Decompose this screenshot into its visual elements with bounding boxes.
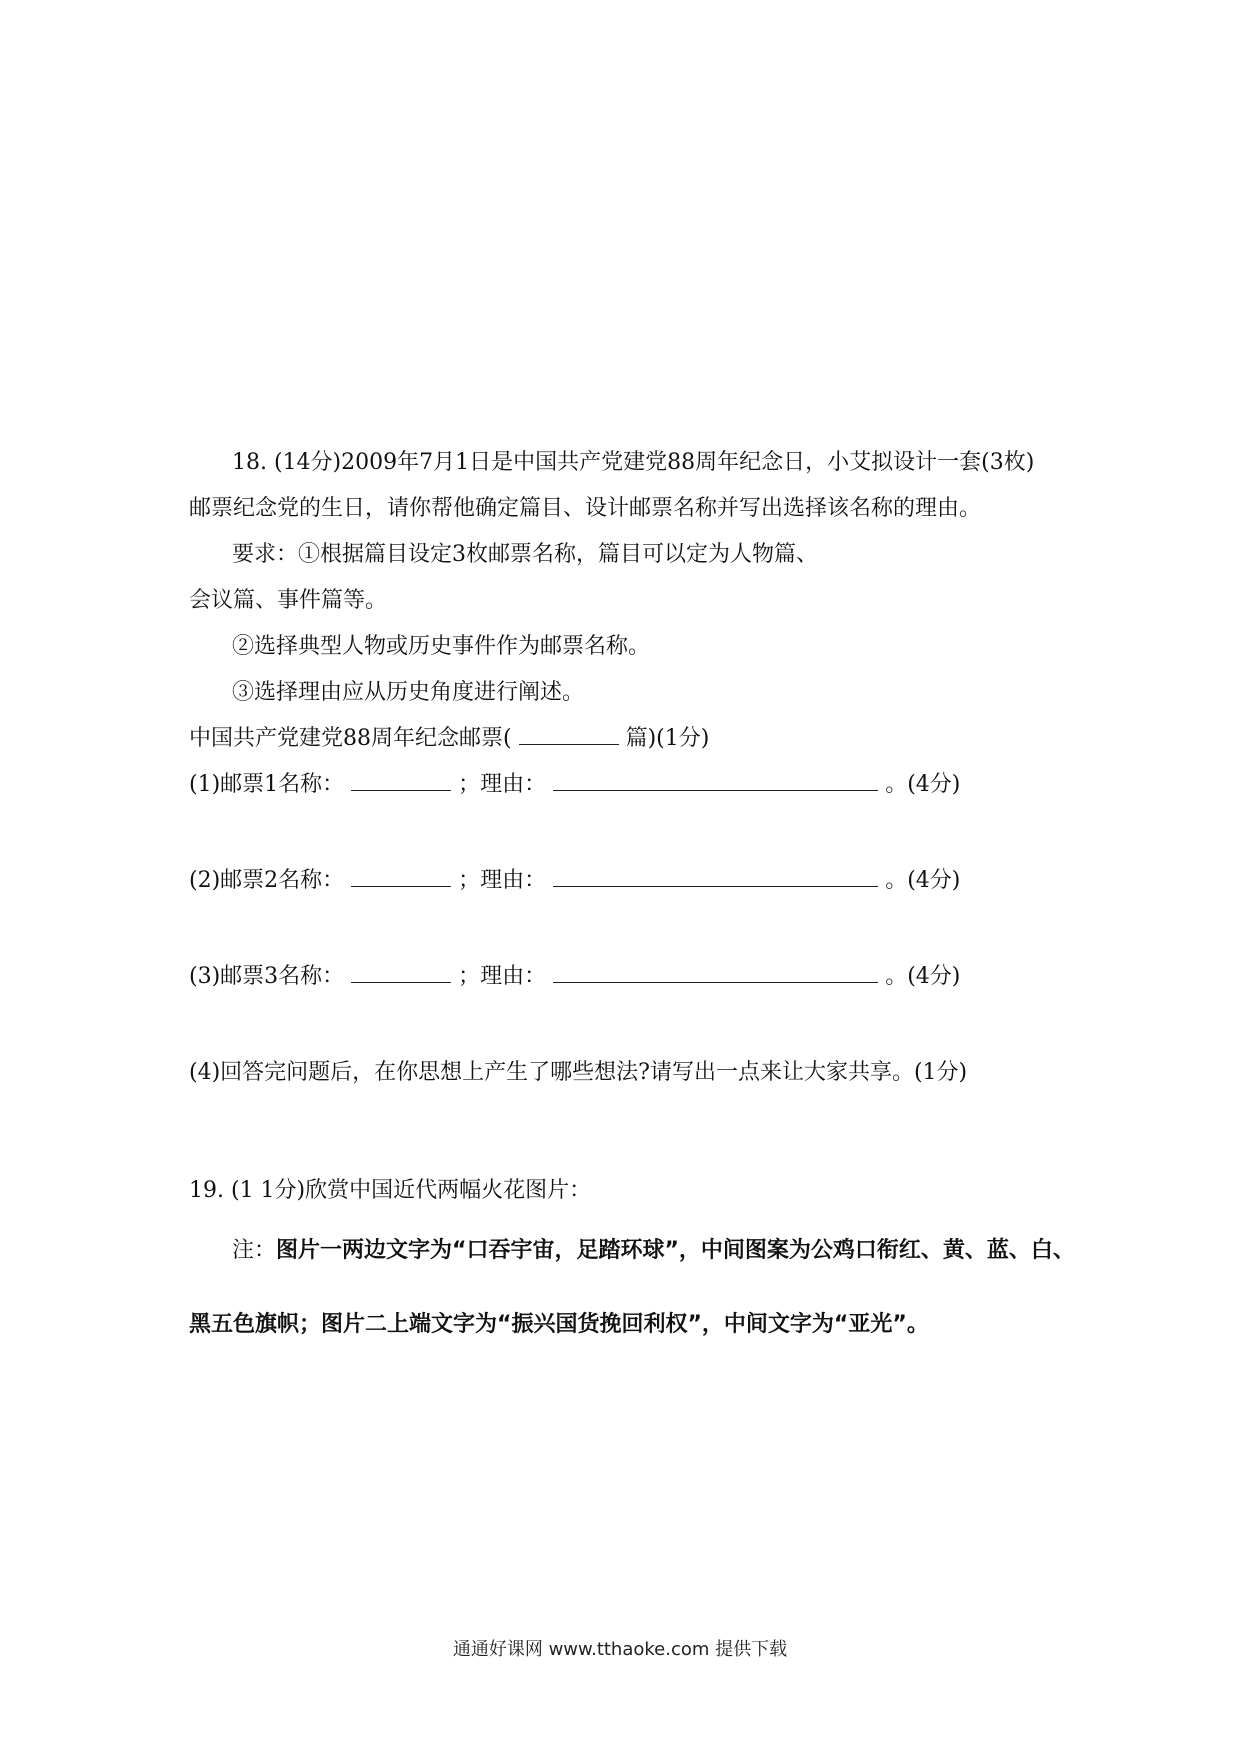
q19-note-prefix: 注： (232, 1238, 277, 1263)
q18-sub-4: (4)回答完问题后，在你思想上产生了哪些想法?请写出一点来让大家共享。(1分) (189, 1060, 968, 1085)
q18-requirement-1: 要求：①根据篇目设定3枚邮票名称，篇目可以定为人物篇、 (232, 542, 818, 567)
stamp-1-score: 。(4分) (885, 772, 961, 797)
stamp-3-line (189, 962, 960, 992)
q18-requirement-3: ③选择理由应从历史角度进行阐述。 (232, 680, 585, 705)
stamp-1-name-blank[interactable] (351, 770, 451, 791)
stamp-3-score: 。(4分) (885, 964, 961, 989)
stamp-2-name-blank[interactable] (351, 866, 451, 887)
stamp-2-label: (2)邮票2名称： (189, 868, 345, 893)
stamp-3-reason-label: ；理由： (458, 964, 547, 989)
q18-requirement-1-cont: 会议篇、事件篇等。 (189, 588, 388, 613)
stamp-2-reason-label: ；理由： (458, 868, 547, 893)
q18-series-line (189, 724, 709, 754)
stamp-2-line (189, 866, 960, 896)
stamp-2-reason-blank[interactable] (553, 866, 878, 887)
q19-note-line1 (232, 1236, 1075, 1266)
stamp-2-score: 。(4分) (885, 868, 961, 893)
q19-note-text-1: 图片一两边文字为“口吞宇宙，足踏环球”，中间图案为公鸡口衔红、黄、蓝、白、 (276, 1238, 1075, 1263)
stamp-1-line (189, 770, 960, 800)
q19-line1: 19. (1 1分)欣赏中国近代两幅火花图片： (189, 1178, 592, 1203)
stamp-1-reason-blank[interactable] (553, 770, 878, 791)
stamp-3-reason-blank[interactable] (553, 962, 878, 983)
q18-requirement-2: ②选择典型人物或历史事件作为邮票名称。 (232, 634, 651, 659)
stamp-3-label: (3)邮票3名称： (189, 964, 345, 989)
page-footer: 通通好课网 www.tthaoke.com 提供下载 (452, 1639, 788, 1660)
stamp-3-name-blank[interactable] (351, 962, 451, 983)
q18-line2: 邮票纪念党的生日，请你帮他确定篇目、设计邮票名称并写出选择该名称的理由。 (189, 496, 982, 521)
series-suffix: 篇)(1分) (625, 726, 710, 751)
q19-note-line2: 黑五色旗帜；图片二上端文字为“振兴国货挽回利权”，中间文字为“亚光”。 (189, 1312, 929, 1337)
series-blank[interactable] (519, 724, 619, 745)
stamp-1-reason-label: ；理由： (458, 772, 547, 797)
q18-line1: 18. (14分)2009年7月1日是中国共产党建党88周年纪念日，小艾拟设计一套(3枚) (232, 450, 1035, 475)
stamp-1-label: (1)邮票1名称： (189, 772, 345, 797)
series-prefix: 中国共产党建党88周年纪念邮票( (189, 726, 512, 751)
